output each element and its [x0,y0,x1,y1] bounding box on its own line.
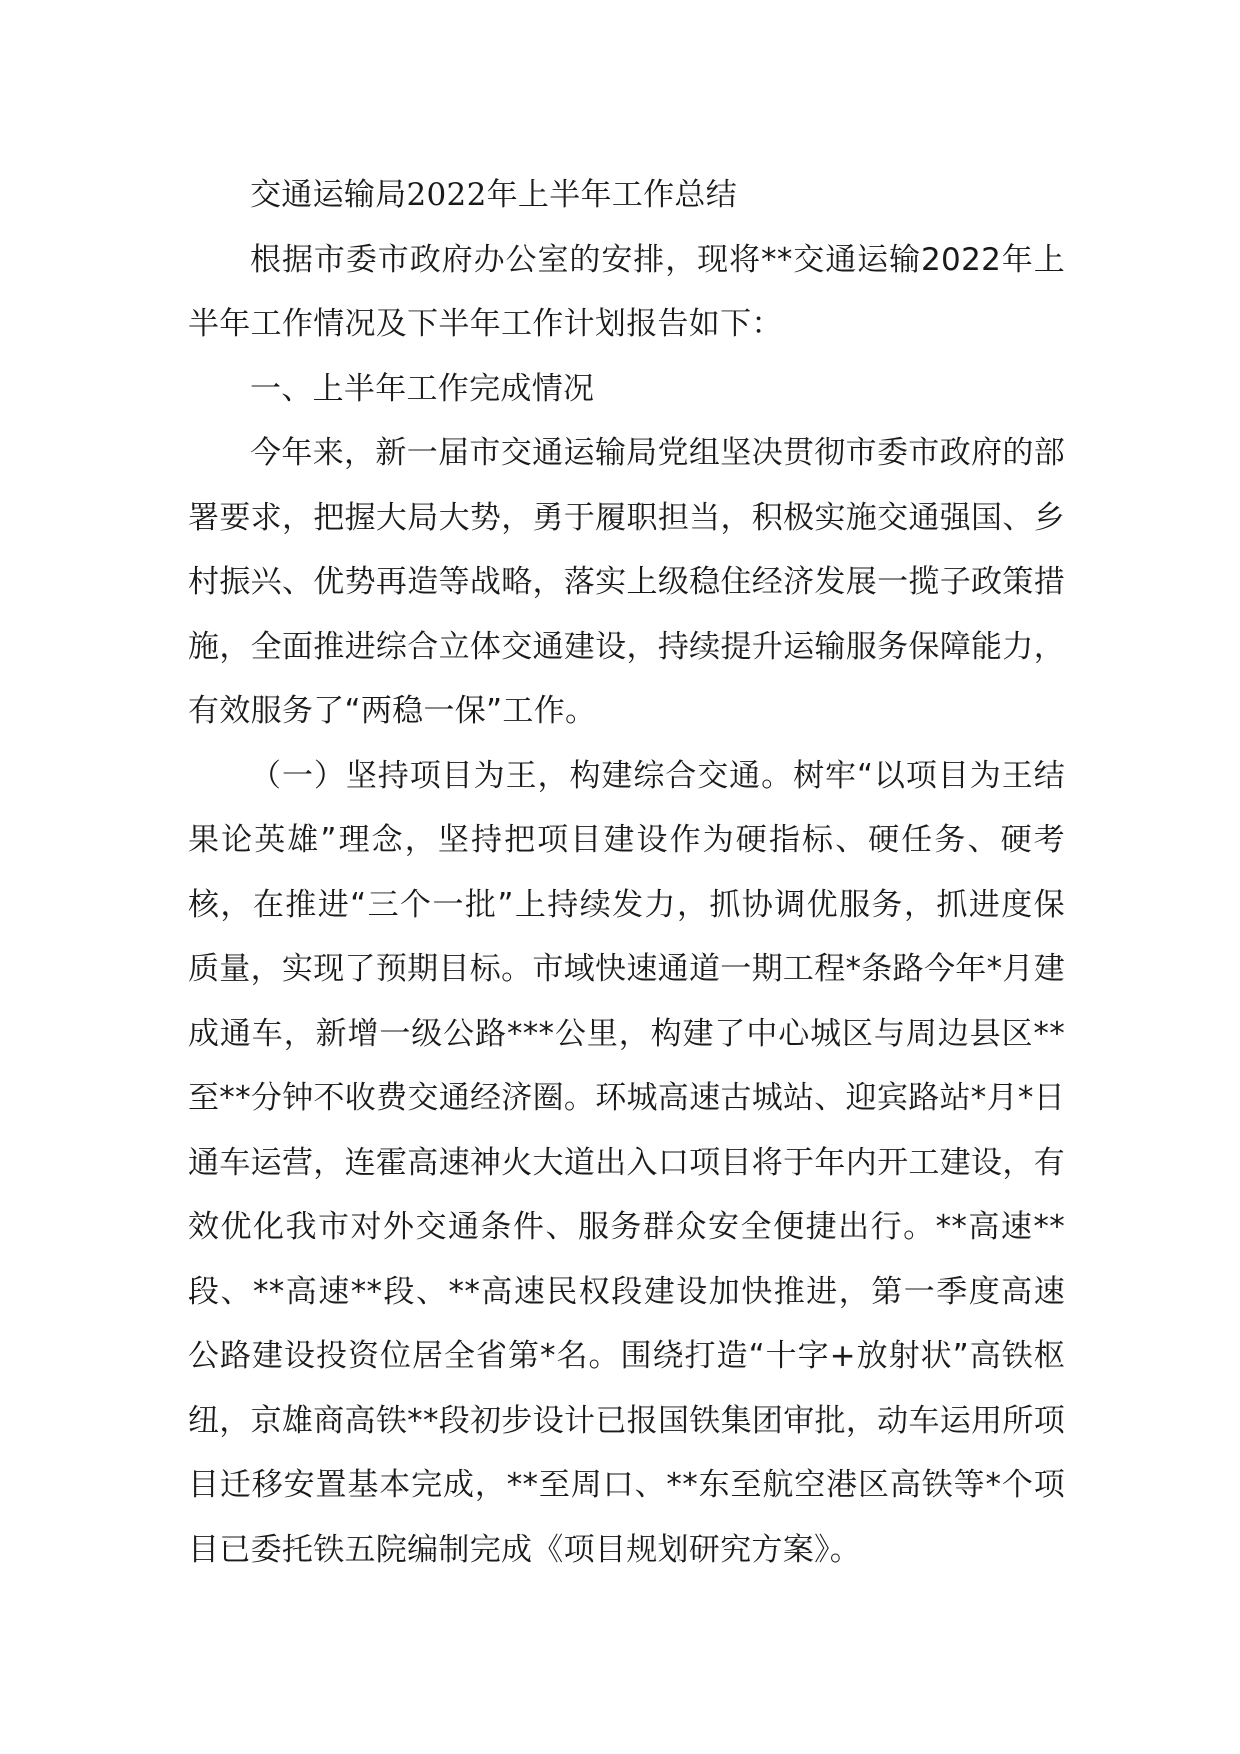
intro-paragraph: 根据市委市政府办公室的安排，现将**交通运输2022年上半年工作情况及下半年工作计划报告如下： [188,241,1065,342]
document-title: 交通运输局2022年上半年工作总结 [250,177,737,213]
body-paragraph: 今年来，新一届市交通运输局党组坚决贯彻市委市政府的部署要求，把握大局大势，勇于履职担当，积极实施交通强国、乡村振兴、优势再造等战略，落实上级稳住经济发展一揽子政策措施，全面推进综合立体交通建设，持续提升运输服务保障能力，有效服务了“两稳一保”工作。 [188,435,1065,729]
document-body [188,163,1065,1582]
section-heading: 一、上半年工作完成情况 [250,370,595,407]
body-paragraph: （一）坚持项目为王，构建综合交通。树牢“以项目为王结果论英雄”理念，坚持把项目建设作为硬指标、硬任务、硬考核，在推进“三个一批”上持续发力，抓协调优服务，抓进度保质量，实现了预期目标。市域快速通道一期工程*条路今年*月建成通车，新增一级公路***公里，构建了中心城区与周边县区**至**分钟不收费交通经济圈。环城高速古城站、迎宾路站*月*日通车运营，连霍高速神火大道出入口项目将于年内开工建设，有效优化我市对外交通条件、服务群众安全便捷出行。**高速**段、**高速**段、**高速民权段建设加快推进，第一季度高速公路建设投资位居全省第*名。围绕打造“十字+放射状”高铁枢纽，京雄商高铁**段初步设计已报国铁集团审批，动车运用所项目迁移安置基本完成，**至周口、**东至航空港区高铁等*个项目已委托铁五院编制完成《项目规划研究方案》。 [188,757,1065,1568]
